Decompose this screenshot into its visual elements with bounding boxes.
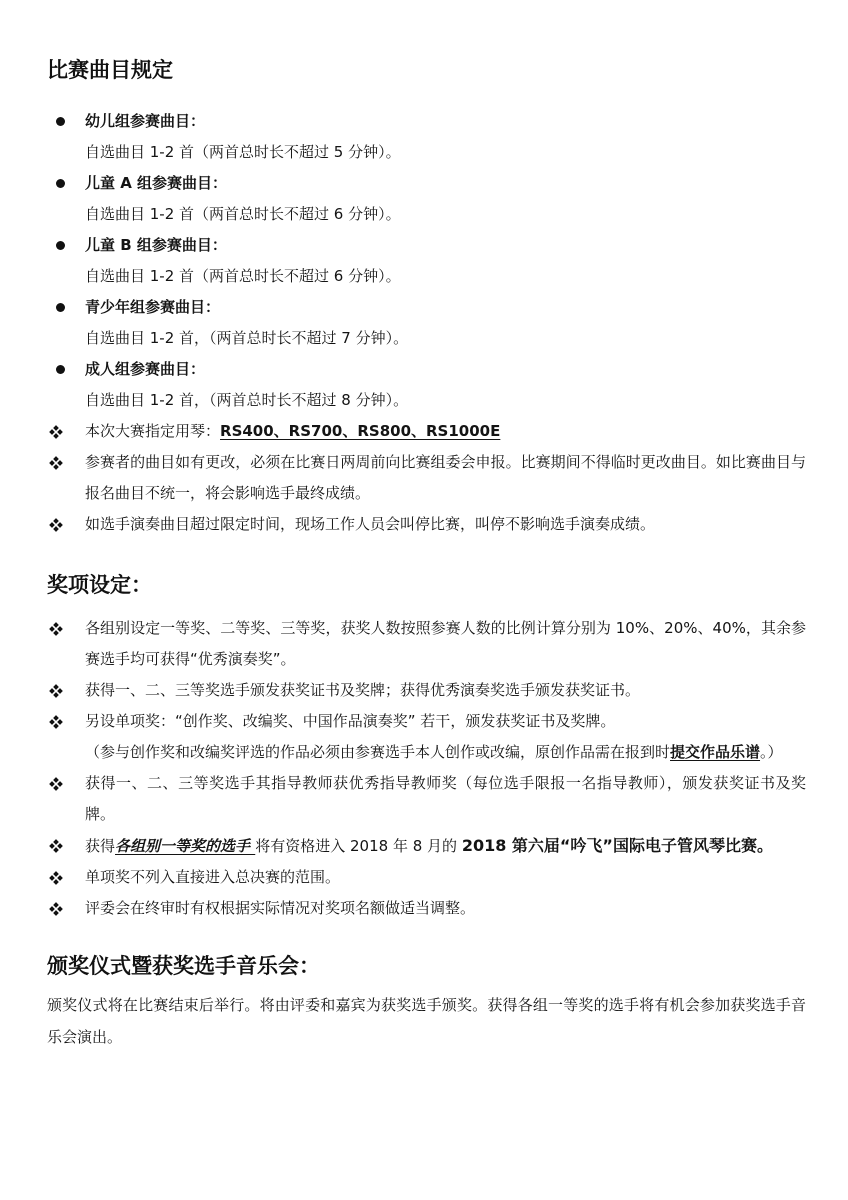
award-item-teachers [47, 768, 806, 830]
note-text: 如选手演奏曲目超过限定时间，现场工作人员会叫停比赛，叫停不影响选手演奏成绩。 [85, 515, 656, 533]
note-item-time-limit [47, 509, 806, 540]
filled-circle-bullet-icon [47, 292, 85, 312]
first-prize-winners-emphasis: 各组别一等奖的选手 [115, 837, 256, 855]
award-text: 各组别设定一等奖、二等奖、三等奖，获奖人数按照参赛人数的比例计算分别为 10%、20%、40%，其余参赛选手均可获得“优秀演奏奖”。 [85, 619, 806, 668]
award-item-qualification [47, 830, 806, 862]
section-heading-awards: 奖项设定： [47, 573, 152, 597]
award-text: 获得一、二、三等奖选手其指导教师获优秀指导教师奖（每位选手限报一名指导教师），颁发获奖证书及奖牌。 [85, 774, 806, 823]
award-item-special-prizes [47, 706, 806, 737]
four-diamond-bullet-icon [47, 447, 85, 469]
group-name: 儿童 A 组参赛曲目： [85, 174, 228, 192]
group-name: 成人组参赛曲目： [85, 360, 206, 378]
instrument-models: RS400、RS700、RS800、RS1000E [220, 422, 501, 440]
award-item-single-prize-scope [47, 862, 806, 893]
group-item [47, 292, 806, 323]
qualification-mid: 将有资格进入 2018 年 8 月的 [255, 837, 462, 855]
note-item-change-rule [47, 447, 806, 509]
group-name: 幼儿组参赛曲目： [85, 112, 206, 130]
award-item-jury-adjustment [47, 893, 806, 924]
international-competition-name: 2018 第六届“吟飞”国际电子管风琴比赛。 [461, 836, 773, 855]
note-text: 参赛者的曲目如有更改，必须在比赛日两周前向比赛组委会申报。比赛期间不得临时更改曲目。如比赛曲目与报名曲目不统一，将会影响选手最终成绩。 [85, 453, 806, 502]
award-item-ratio [47, 613, 806, 675]
filled-circle-bullet-icon [47, 230, 85, 250]
four-diamond-bullet-icon [47, 768, 85, 790]
four-diamond-bullet-icon [47, 862, 85, 884]
award-text: 获得一、二、三等奖选手颁发获奖证书及奖牌；获得优秀演奏奖选手颁发获奖证书。 [85, 681, 641, 699]
four-diamond-bullet-icon [47, 416, 85, 438]
four-diamond-bullet-icon [47, 893, 85, 915]
filled-circle-bullet-icon [47, 168, 85, 188]
award-text [85, 830, 806, 862]
note-post: 。） [760, 743, 783, 761]
award-item-special-prizes-note [85, 737, 806, 768]
award-item-certificates [47, 675, 806, 706]
group-item [47, 168, 806, 199]
award-text: 单项奖不列入直接进入总决赛的范围。 [85, 868, 341, 886]
four-diamond-bullet-icon [47, 706, 85, 728]
filled-circle-bullet-icon [47, 354, 85, 374]
submit-score-emphasis: 提交作品乐谱 [670, 743, 761, 761]
award-text: 另设单项奖：“创作奖、改编奖、中国作品演奏奖” 若干，颁发获奖证书及奖牌。 [85, 712, 616, 730]
note-item-instruments [47, 416, 806, 447]
instrument-label: 本次大赛指定用琴： [85, 422, 221, 440]
section-heading-ceremony: 颁奖仪式暨获奖选手音乐会： [47, 954, 320, 978]
group-item [47, 354, 806, 385]
four-diamond-bullet-icon [47, 613, 85, 635]
qualification-pre: 获得 [85, 837, 116, 855]
note-text [85, 416, 806, 447]
group-detail: 自选曲目 1-2 首（两首总时长不超过 5 分钟）。 [85, 143, 401, 161]
group-detail: 自选曲目 1-2 首，（两首总时长不超过 8 分钟）。 [85, 391, 409, 409]
note-pre: （参与创作奖和改编奖评选的作品必须由参赛选手本人创作或改编，原创作品需在报到时 [85, 743, 671, 761]
four-diamond-bullet-icon [47, 675, 85, 697]
group-name: 青少年组参赛曲目： [85, 298, 221, 316]
group-item [47, 230, 806, 261]
group-name: 儿童 B 组参赛曲目： [85, 236, 227, 254]
group-detail: 自选曲目 1-2 首，（两首总时长不超过 7 分钟）。 [85, 329, 409, 347]
filled-circle-bullet-icon [47, 106, 85, 126]
four-diamond-bullet-icon [47, 830, 85, 852]
group-detail: 自选曲目 1-2 首（两首总时长不超过 6 分钟）。 [85, 205, 401, 223]
ceremony-paragraph: 颁奖仪式将在比赛结束后举行。将由评委和嘉宾为获奖选手颁奖。获得各组一等奖的选手将有机会参加获奖选手音乐会演出。 [47, 996, 806, 1046]
four-diamond-bullet-icon [47, 509, 85, 531]
award-text: 评委会在终审时有权根据实际情况对奖项名额做适当调整。 [85, 899, 476, 917]
section-heading-repertoire: 比赛曲目规定 [47, 58, 173, 82]
group-item [47, 106, 806, 137]
group-detail: 自选曲目 1-2 首（两首总时长不超过 6 分钟）。 [85, 267, 401, 285]
